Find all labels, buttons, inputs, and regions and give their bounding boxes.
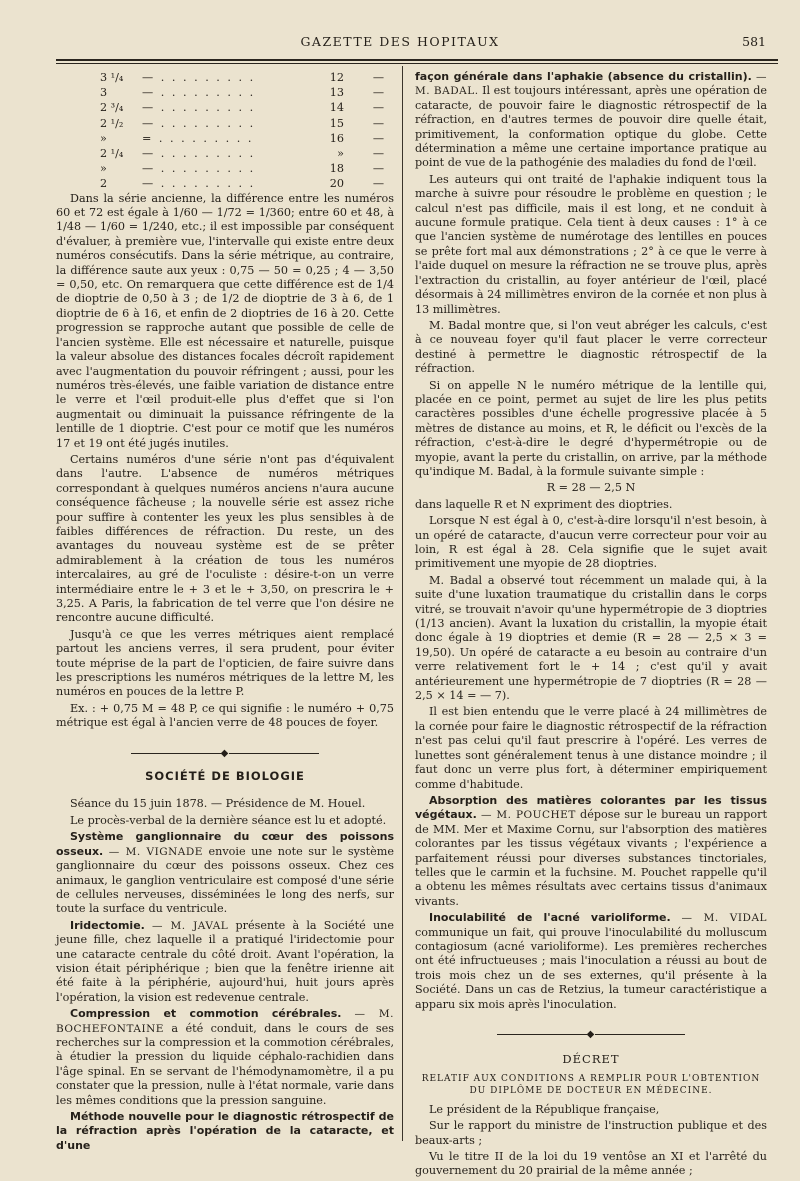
page-number: 581	[742, 34, 766, 49]
communication-title: Iridectomie.	[70, 918, 145, 932]
table-cell: —	[372, 162, 384, 176]
paragraph: dans laquelle R et N expriment des dioptries.	[415, 497, 673, 511]
table-cell: 3 ¹/₄	[100, 71, 124, 84]
communication-title: Absorption des matières colorantes par les tissus végétaux.	[415, 793, 767, 822]
communication-author: — M. JAVAL	[152, 919, 229, 932]
communication-text: présente à la Société une jeune fille, chez laquelle il a pratiqué l'iridectomie pour une cataracte centrale du côté droit. Avant l'opération, la vision était périphérique ; bien que la fenêtre irienne ait été faite à la périphérie, aujourd'hui, huit jours après l'opération, la vision est redevenue centrale.	[56, 918, 394, 1004]
table-cell: — . . . . . . . . .	[142, 101, 256, 115]
communication-5	[415, 794, 767, 909]
column-divider	[402, 66, 403, 1141]
table-cell: 16	[329, 131, 344, 145]
paragraph: Lorsque N est égal à 0, c'est-à-dire lorsqu'il n'est besoin, à un opéré de cataracte, d'aucun verre correcteur pour voir au loin, R est égal à 28. Cela signifie que le sujet avait primitivement une myopie de 28 dioptries.	[415, 514, 767, 571]
paragraph: M. Badal montre que, si l'on veut abréger les calculs, c'est à ce nouveau foyer qu'il faut placer le verre correcteur destiné à permettre le diagnostic rétrospectif de la réfraction.	[415, 318, 767, 376]
table-cell: 2 ¹/₂	[100, 116, 124, 130]
communication-author: — M. BOCHEFONTAINE	[56, 1008, 394, 1035]
left-column	[56, 70, 394, 1155]
communication-6	[415, 911, 767, 1012]
communication-title: Méthode nouvelle pour le diagnostic rétrospectif de la réfraction après l'opération de la cataracte, et d'une	[56, 1110, 394, 1152]
paragraph: Si on appelle N le numéro métrique de la lentille qui, placée en ce point, permet au sujet de lire les plus petits caractères possibles d'une échelle progressive placée à 5 mètres de distance au moins, et R, le déficit ou l'excès de la réfraction, c'est-à-dire le degré d'hypermétropie ou de myopie, avant la perte du cristallin, on arrive, par la méthode qu'indique M. Badal, à la formule suivante simple :	[415, 378, 767, 478]
decree-paragraph: Sur le rapport du ministre de l'instruction publique et des beaux-arts ;	[415, 1119, 767, 1147]
section-ornament: ◆	[415, 1028, 767, 1042]
communication-text: communique un fait, qui prouve l'inoculabilité du molluscum contagiosum (acné varioliforme). Les premières recherches ont été infructueuses ; mais l'inoculation a réussi au bout de trois mois chez un de ses externes, qu'il présente à la Société. Dans un cas de Retzius, la tumeur caractéristique a apparu six mois après l'inoculation.	[415, 925, 767, 1011]
table-cell: — . . . . . . . . .	[142, 86, 256, 100]
paragraph: Ex. : + 0,75 M = 48 P, ce qui signifie : le numéro + 0,75 métrique est égal à l'ancien verre de 48 pouces de foyer.	[56, 701, 394, 730]
communication-4	[415, 70, 767, 171]
table-row	[56, 70, 394, 85]
communication-title: Système ganglionnaire du cœur des poissons osseux.	[56, 830, 394, 858]
table-cell: »	[337, 147, 344, 161]
communication-author: — M. VIDAL	[681, 912, 767, 925]
communication-title-cont: façon générale dans l'aphakie (absence du cristallin).	[415, 70, 752, 83]
session-line: Séance du 15 juin 1878. — Présidence de M. Houel.	[70, 797, 366, 811]
decree-paragraph: Vu le titre II de la loi du 19 ventôse an XI et l'arrêté du gouvernement du 20 prairial de la même année ;	[415, 1150, 767, 1178]
communication-author: — M. VIGNADE	[108, 845, 203, 858]
communication-author: — M. POUCHET	[480, 809, 576, 822]
table-row	[56, 161, 394, 176]
table-cell: —	[372, 86, 384, 100]
table-cell: —	[372, 147, 384, 161]
table-row	[56, 85, 394, 100]
communication-text: envoie une note sur le système ganglionnaire du cœur des poissons osseux. Chez ces animaux, le ganglion ventriculaire est composé d'une série de cellules nerveuses, disséminées le long des nerfs, sur toute la surface du ventricule.	[56, 844, 395, 916]
communication-text: dépose sur le bureau un rapport de MM. Mer et Maxime Cornu, sur l'absorption des matières colorantes par les tissus végétaux vivants ; l'expérience a parfaitement réussi pour diverses substances tinctoriales, telles que le carmin et la fuchsine. M. Pouchet rappelle qu'il a obtenu les mêmes résultats avec certains tissus d'animaux vivants.	[415, 808, 767, 908]
section-ornament: ◆	[56, 747, 394, 761]
table-cell: »	[100, 162, 107, 176]
communication-text: a été conduit, dans le cours de ses recherches sur la compression et la commotion cérébrales, à étudier la pression du liquide céphalo-rachidien dans l'âge spinal. En se servant de l'hémodynamomètre, il a pu constater que la pression, nulle à l'état normale, varie dans les mêmes conditions que la pression sanguine.	[56, 1021, 394, 1107]
page-header	[0, 30, 800, 54]
table-cell: — . . . . . . . . .	[142, 162, 256, 176]
table-cell: —	[372, 71, 384, 84]
table-cell: —	[372, 101, 384, 115]
paragraph: Les auteurs qui ont traité de l'aphakie indiquent tous la marche à suivre pour résoudre le problème en question ; le calcul n'est pas difficile, mais il est long, et ne conduit à aucune formule pratique. Cela tient à deux causes : 1° à ce que l'ancien système de numérotage des lentilles en pouces se prête fort mal aux démonstrations ; 2° à ce que le verre à l'aide duquel on mesure la réfraction ne se trouve plus, après l'extraction du cristallin, au foyer antérieur de l'œil, placé désormais à 24 millimètres environ de la cornée et non plus à 13 millimètres.	[415, 172, 767, 316]
decree-subtitle: RELATIF AUX CONDITIONS A REMPLIR POUR L'OBTENTION DU DIPLÔME DE DOCTEUR EN MÉDECINE.	[421, 1073, 761, 1096]
header-rule-thin	[56, 63, 778, 64]
paragraph: Jusqu'à ce que les verres métriques aient remplacé partout les anciens verres, il sera prudent, pour éviter toute méprise de la part de l'opticien, de faire suivre dans les prescriptions les numéros métriques de la lettre M, les numéros en pouces de la lettre P.	[56, 627, 394, 699]
table-cell: 2	[100, 177, 108, 191]
right-column	[415, 70, 767, 1181]
table-cell: —	[372, 116, 384, 130]
table-row	[56, 100, 394, 115]
table-cell: 20	[329, 177, 344, 191]
table-cell: = . . . . . . . . .	[142, 131, 254, 145]
communication-3	[56, 1007, 394, 1108]
decree-title: DÉCRET	[562, 1052, 620, 1067]
paragraph: Certains numéros d'une série n'ont pas d'équivalent dans l'autre. L'absence de numéros métriques correspondant à quelques numéros anciens n'aura aucune conséquence fâcheuse ; la nouvelle série est assez riche pour suffire à contenter les yeux les plus sensibles à de faibles différences de réfraction. Du reste, un des avantages du nouveau système est de se prêter admirablement à la création de tous les numéros intercalaires, au gré de l'oculiste : désire-t-on un verre intermédiaire entre le + 3 et le + 3,50, on prescrira le + 3,25. A Paris, la fabrication de tel verre que l'on désire ne rencontre aucune difficulté.	[56, 452, 394, 625]
paragraph: Dans la série ancienne, la différence entre les numéros 60 et 72 est égale à 1/60 — 1/72 = 1/360; entre 60 et 48, à 1/48 — 1/60 = 1/240, etc.; il est impossible par conséquent d'évaluer, à première vue, l'intervalle qui existe entre deux numéros consécutifs. Dans la série métrique, au contraire, la différence saute aux yeux : 0,75 — 50 = 0,25 ; 4 — 3,50 = 0,50, etc. On remarquera que cette différence est de 1/4 de dioptrie de 0,50 à 3 ; de 1/2 de dioptrie de 3 à 6, de 1 dioptrie de 6 à 16, et enfin de 2 dioptries de 16 à 20. Cette progression se rapproche autant que possible de celle de l'ancien système. Elle est nécessaire et naturelle, puisque la valeur absolue des distances focales décroît rapidement avec l'augmentation du pouvoir réfringent ; aussi, pour les numéros très-élevés, une faible variation de distance entre le verre et l'œil produit-elle plus d'effet que si l'on augmentait ou diminuait la puissance réfringente de la lentille de 1 dioptrie. C'est pour ce motif que les numéros 17 et 19 ont été jugés inutiles.	[56, 191, 394, 450]
table-cell: 13	[329, 86, 344, 100]
table-cell: — . . . . . . . . .	[142, 147, 256, 161]
table-cell: 3	[100, 86, 108, 100]
header-rule-thick	[56, 59, 778, 61]
paragraph: M. Badal a observé tout récemment un malade qui, à la suite d'une luxation traumatique du cristallin dans le corps vitré, se trouvait n'avoir qu'une hypermétropie de 3 dioptries (1/13 ancien). Avant la luxation du cristallin, la myopie était donc égale à 19 dioptries et demie (R = 28 — 2,5 × 3 = 19,50). Un opéré de cataracte a eu besoin au contraire d'un verre relativement fort le + 14 ; c'est qu'il y avait antérieurement une hypermétropie de 7 dioptries (R = 28 — 2,5 × 14 = — 7).	[415, 573, 767, 703]
paragraph: Il est bien entendu que le verre placé à 24 millimètres de la cornée pour faire le diagnostic rétrospectif de la réfraction n'est pas celui qu'il faut prescrire à l'opéré. Les verres de lunettes sont généralement tenus à une distance moindre ; il faut donc un verre plus fort, à déterminer empiriquement comme d'habitude.	[415, 705, 767, 791]
table-cell: — . . . . . . . . .	[142, 177, 256, 191]
communication-4-title	[56, 1110, 394, 1153]
running-title: GAZETTE DES HOPITAUX	[300, 34, 500, 49]
communication-author: — M. BADAL.	[415, 71, 767, 98]
lens-table	[56, 70, 394, 192]
table-cell: — . . . . . . . . .	[142, 116, 256, 130]
table-cell: — . . . . . . . . .	[142, 71, 256, 84]
table-row	[56, 131, 394, 146]
formula: R = 28 — 2,5 N	[546, 481, 636, 495]
table-row	[56, 176, 394, 191]
table-cell: 2 ³/₄	[100, 101, 124, 115]
table-cell: »	[100, 131, 107, 145]
communication-title: Inoculabilité de l'acné varioliforme.	[429, 911, 671, 925]
communication-1	[56, 830, 394, 916]
communication-2	[56, 919, 394, 1005]
table-cell: 15	[329, 116, 344, 130]
table-cell: —	[372, 131, 384, 145]
communication-title: Compression et commotion cérébrales.	[70, 1007, 342, 1021]
table-row	[56, 146, 394, 161]
minutes-line: Le procès-verbal de la dernière séance est lu et adopté.	[70, 813, 387, 827]
table-cell: 18	[329, 162, 344, 176]
table-cell: 12	[329, 71, 344, 84]
table-cell: 2 ¹/₄	[100, 147, 124, 161]
table-cell: 14	[329, 101, 344, 115]
table-cell: —	[372, 177, 384, 191]
table-row	[56, 116, 394, 131]
society-heading: SOCIÉTÉ DE BIOLOGIE	[145, 769, 305, 784]
decree-paragraph: Le président de la République française,	[429, 1102, 660, 1116]
communication-text: Il est toujours intéressant, après une opération de cataracte, de pouvoir faire le diagnostic rétrospectif de la réfraction, en d'autres termes de pouvoir dire quelle était, primitivement, la conformation optique du globe. Cette détermination a même une certaine importance pratique au point de vue de la pathogénie des maladies du fond de l'œil.	[415, 84, 767, 170]
